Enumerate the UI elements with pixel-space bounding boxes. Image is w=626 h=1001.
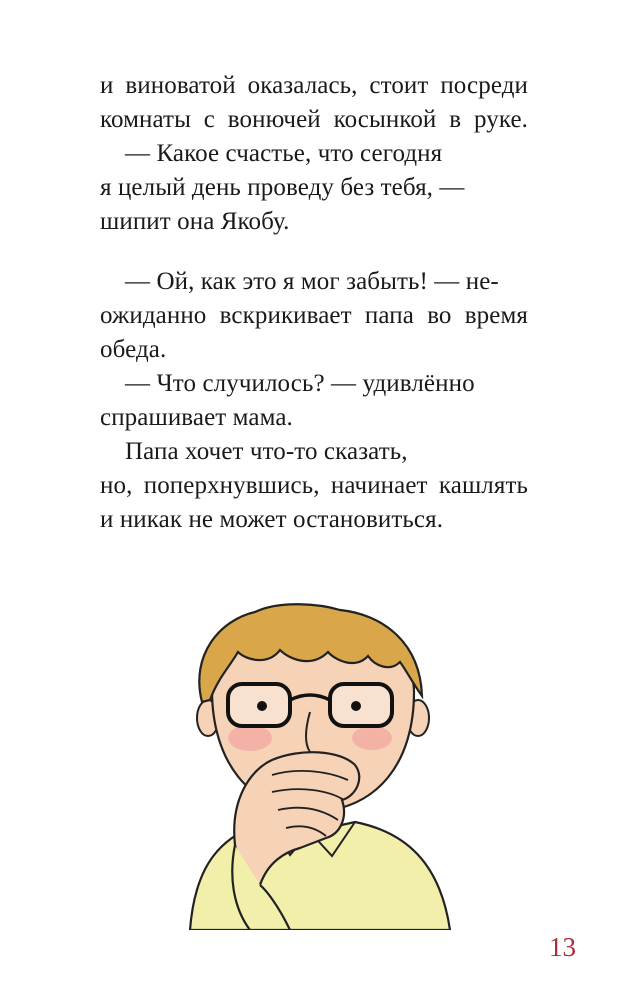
left-eye [257,701,267,711]
text-line: и никак не может остановиться. [100,506,444,533]
right-eye [351,701,361,711]
text-line: я целый день проведу без тебя, — [100,174,465,201]
right-cheek [352,726,392,750]
page-number: 13 [549,932,576,962]
left-cheek [228,725,272,751]
text-line: — Что случилось? — удивлённо [125,370,475,397]
text-line: — Какое счастье, что сегодня [125,140,443,167]
coughing-man-illustration [150,600,490,930]
text-line: обеда. [100,336,167,363]
text-line: ожиданно вскрикивает папа во время [100,302,528,329]
text-line: — Ой, как это я мог забыть! — не- [125,268,499,295]
right-lens [330,684,392,726]
text-line: комнаты с вонючей косынкой в руке. [100,106,528,133]
text-line: спрашивает мама. [100,404,293,431]
text-line: Папа хочет что-то сказать, [125,438,408,465]
text-line: шипит она Якобу. [100,208,290,235]
text-line: и виноватой оказалась, стоит посреди [100,72,528,99]
text-line: но, поперхнувшись, начинает кашлять [100,472,528,499]
